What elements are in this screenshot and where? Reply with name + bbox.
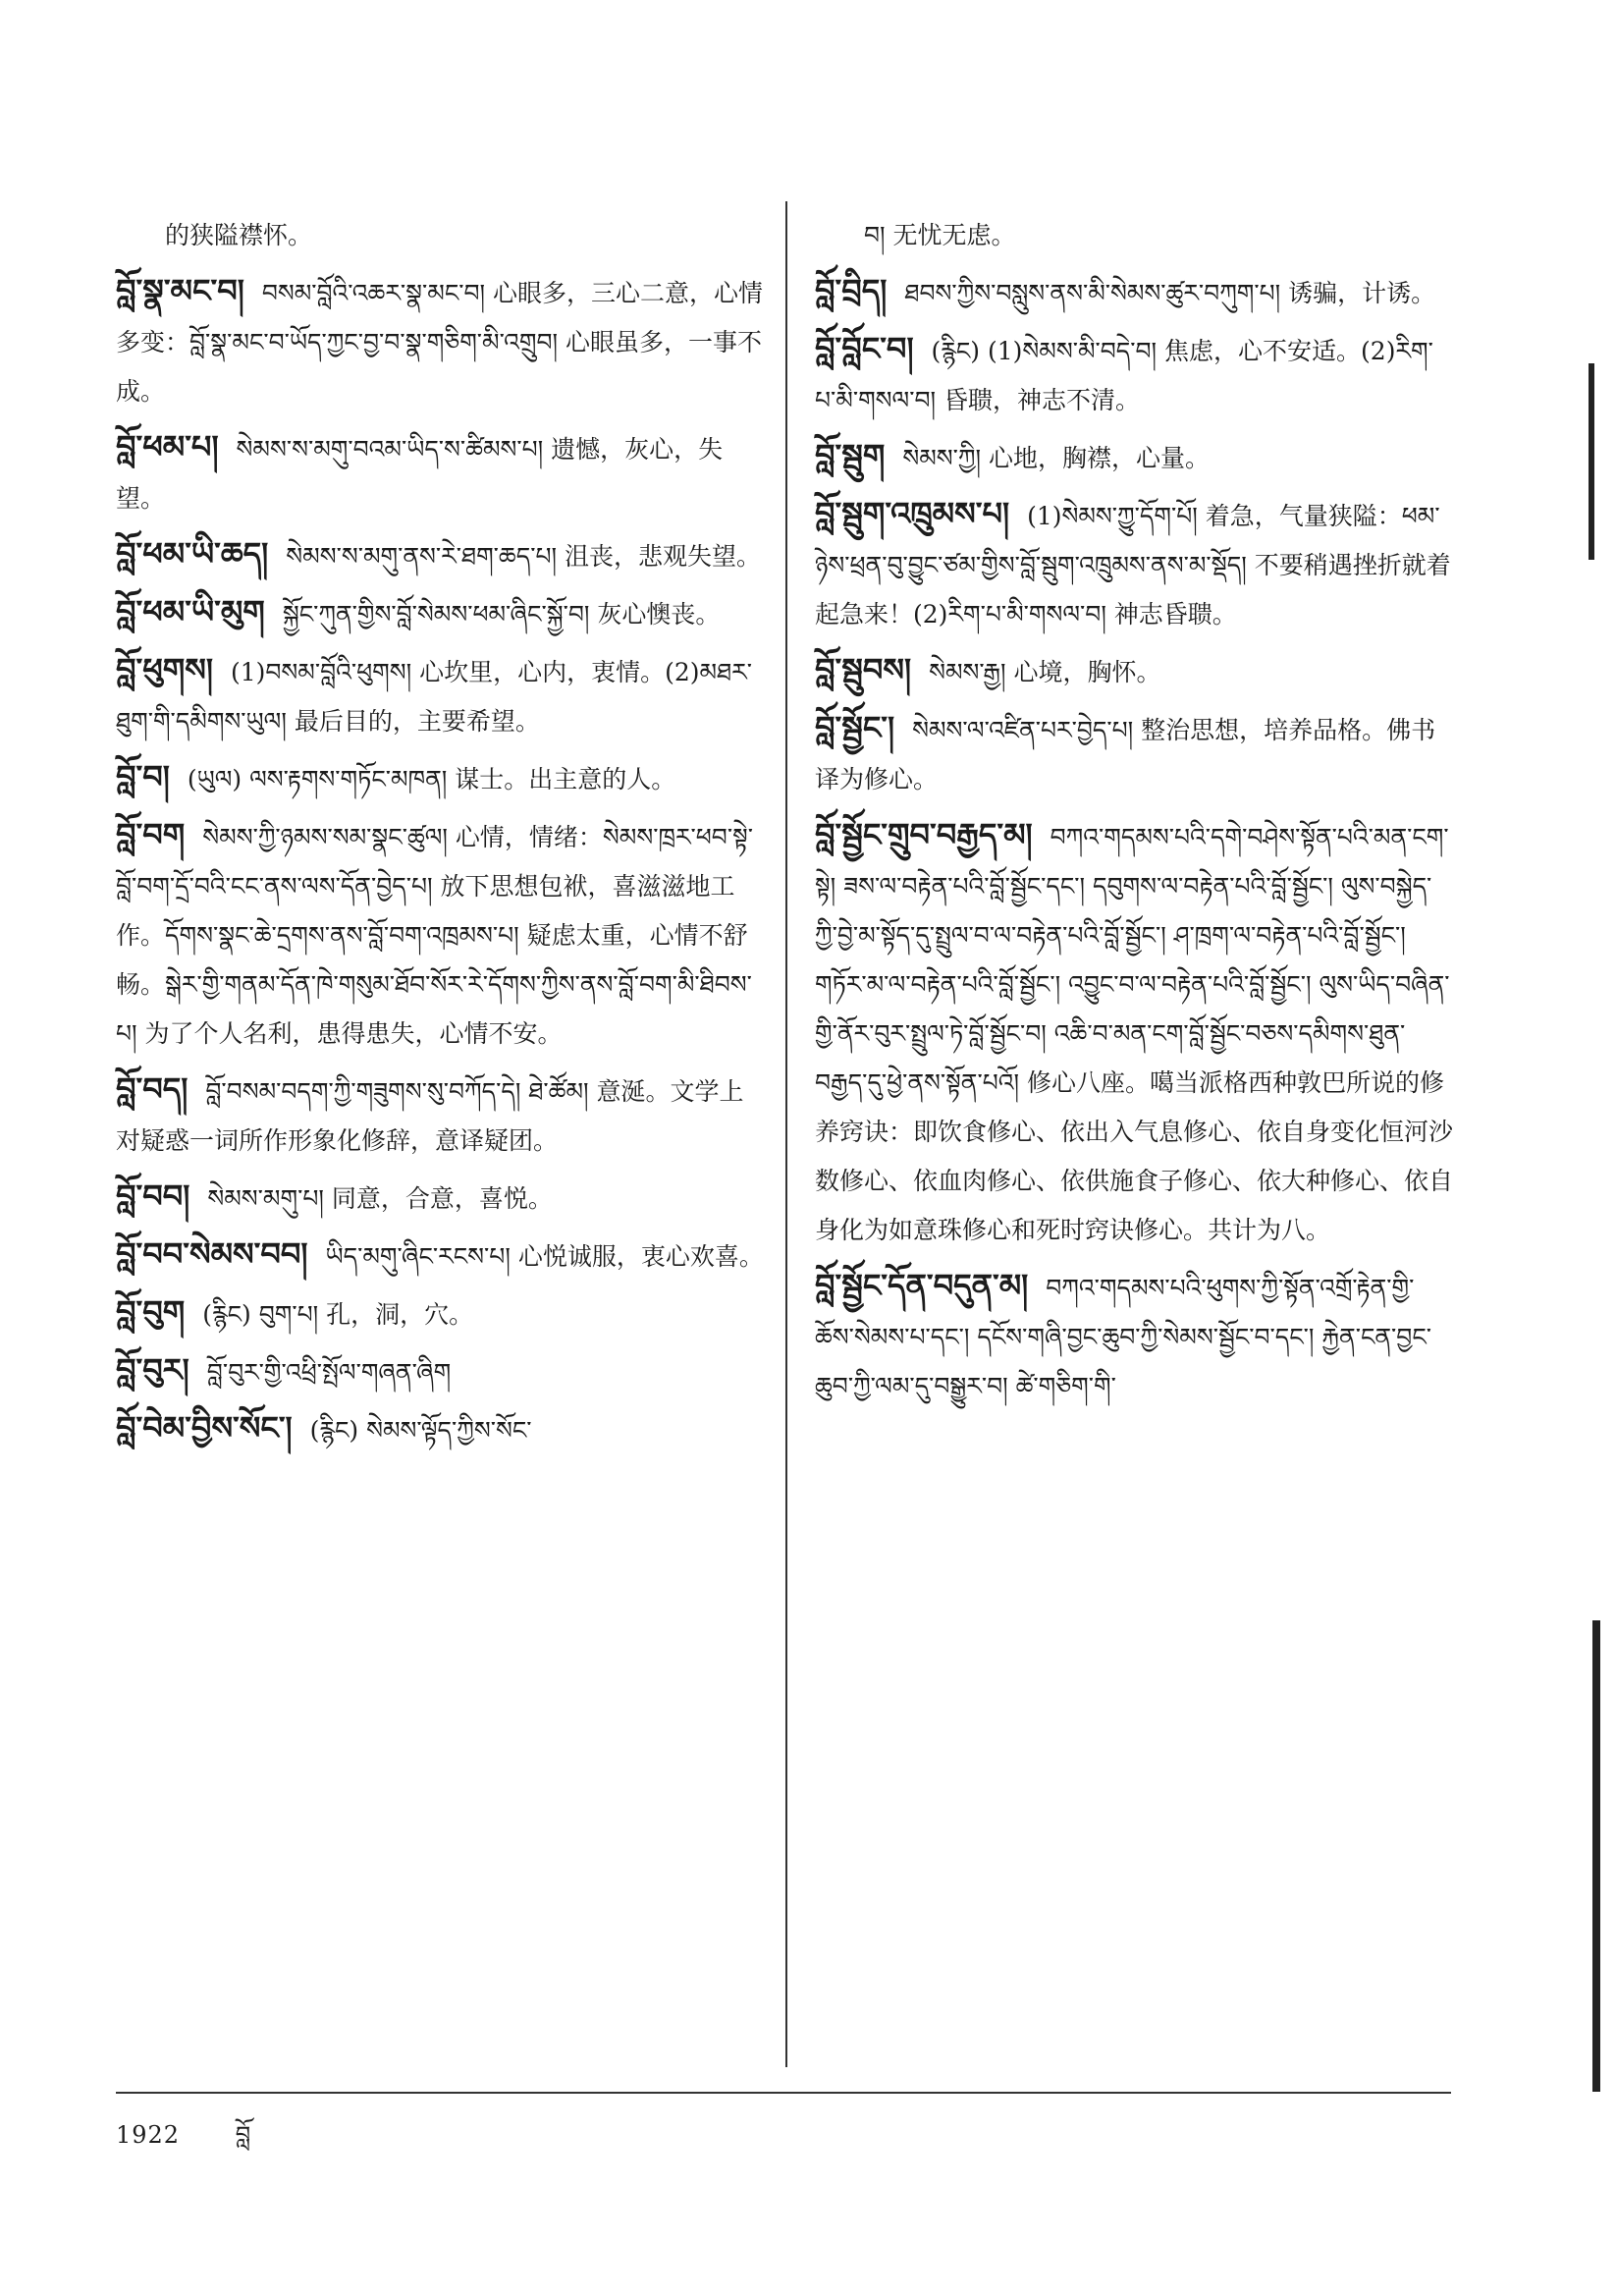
entry-definition: ཐབས་ཀྱིས་བསླུས་ནས་མི་སེམས་ཚུར་བཀུག་པ། 诱骗，计诱。 (904, 279, 1436, 307)
dictionary-entry (815, 1261, 1453, 1411)
column-divider (785, 201, 787, 2067)
scan-edge-mark (1592, 1620, 1600, 2092)
entry-headword: བློ་བ། (116, 758, 170, 795)
dictionary-entry (815, 324, 1453, 425)
header-syllable: བློ (235, 2121, 252, 2149)
page-number: 1922 (116, 2121, 181, 2149)
entry-definition: (1)སེམས་ཀྱུ་དོག་པོ། 着急，气量狭隘：ཕམ་ཉེས་ཕྲན་བུ་བྱུང་ཙམ་གྱིས་བློ་སྦུག་འཁྲུམས་ནས་མ་སྡོད། 不要稍遇挫折就着起急来！(2)རིག་པ་མི་གསལ་བ། 神志昏聩。 (815, 502, 1451, 629)
dictionary-entry (815, 645, 1453, 697)
dictionary-entry (116, 1403, 764, 1455)
entry-definition: སེམས་ལ་འཛིན་པར་བྱེད་པ། 整治思想，培养品格。佛书译为修心。 (815, 716, 1436, 793)
right-column (815, 211, 1453, 2060)
entry-definition: (ཡུལ) ལས་རྟགས་གཏོང་མཁན། 谋士。出主意的人。 (187, 765, 676, 793)
entry-definition: སེམས་ཀྱི་ཉམས་སམ་སྣང་ཚུལ། 心情，情绪：སེམས་ཁྲར་ཕབ་སྟེ་བློ་བག་དྲོ་བའི་ངང་ནས་ལས་དོན་བྱེད་པ། 放下思想包袱，喜滋滋地工作。དོགས་སྣང་ཆེ་དྲགས་ནས་བློ་བག་འཁྲམས་པ། 疑虑太重，心情不舒畅。སྒེར་གྱི་གནམ་དོན་ཁེ་གསུམ་ཐོབ་སོར་རེ་དོགས་ཀྱིས་ནས་བློ་བག་མི་ཐིབས་པ། 为了个人名利，患得患失，心情不安。 (116, 823, 753, 1048)
entry-headword: བློ་སྦྱོང་གྲུབ་བརྒྱད་མ། (815, 816, 1033, 853)
entry-definition: (རྙིང) (1)སེམས་མི་བདེ་བ། 焦虑，心不安适。(2)རིག་པ་མི་གསལ་བ། 昏聩，神志不清。 (815, 337, 1433, 414)
left-continuation: 的狭隘襟怀。 (165, 221, 313, 249)
dictionary-entry (116, 1172, 764, 1224)
entry-headword: བློ་བུག (116, 1293, 186, 1331)
entry-definition: བཀའ་གདམས་པའི་ཕུགས་ཀྱི་སྟོན་འགྲོ་རྟེན་གྱི་ཆོས་སེམས་པ་དང་། དངོས་གཞི་བྱང་ཆུབ་ཀྱི་སེམས་སྦྱོང་བ་དང་། རྐྱེན་ངན་བྱང་ཆུབ་ཀྱི་ལམ་དུ་བསྒྱུར་བ། ཚེ་གཅིག་གི་ (815, 1274, 1431, 1400)
entry-headword: བློ་བབ། (116, 1177, 190, 1215)
entry-headword: བློ་ཕམ་ཡི་མུག (116, 593, 265, 630)
entry-headword: བློ་བབ་སེམས་བབ། (116, 1235, 308, 1273)
entry-definition: སེམས་ས་མགུ་ནས་རེ་ཐག་ཆད་པ། 沮丧，悲观失望。 (286, 542, 761, 571)
entry-definition: ཡིད་མགུ་ཞིང་རངས་པ། 心悦诚服，衷心欢喜。 (325, 1242, 764, 1271)
page-footer (116, 2109, 251, 2175)
entry-definition: (རྙིང) སེམས་ལྟོད་ཀྱིས་སོང་ (309, 1416, 532, 1445)
entry-headword: བློ་སྣ་མང་བ། (116, 272, 244, 309)
entry-headword: བློ་སྦུག་འཁྲུམས་པ། (815, 495, 1010, 532)
entry-definition: བཀའ་གདམས་པའི་དགེ་བཤེས་སྟོན་པའི་མན་ངག་སྟེ། ཟས་ལ་བརྟེན་པའི་བློ་སྦྱོང་དང་། དབུགས་ལ་བརྟེན་པའི་བློ་སྦྱོང་། ལུས་བསྐྱེད་ཀྱི་བྱེ་མ་སྟོད་དུ་སྤྲུལ་བ་ལ་བརྟེན་པའི་བློ་སྦྱོང་། ཤ་ཁྲག་ལ་བརྟེན་པའི་བློ་སྦྱོང་། གཏོར་མ་ལ་བརྟེན་པའི་བློ་སྦྱོང་། འབྱུང་བ་ལ་བརྟེན་པའི་བློ་སྦྱོང་། ལུས་ཡིད་བཞིན་གྱི་ནོར་བུར་སྤྲུལ་ཏེ་བློ་སྦྱོང་བ། འཆི་བ་མན་ངག་བློ་སྦྱོང་བཅས་དམིགས་ཐུན་བརྒྱད་དུ་ཕྱེ་ནས་སྟོན་པའོ། 修心八座。噶当派格西种敦巴所说的修养窍诀：即饮食修心、依出入气息修心、依自身变化恒河沙数修心、依血肉修心、依供施食子修心、依大种修心、依自身化为如意珠修心和死时窍诀修心。共计为八。 (815, 823, 1454, 1244)
dictionary-entry (815, 431, 1453, 483)
right-continuation: བ། 无忧无虑。 (864, 221, 1016, 249)
entry-headword: བློ་ཕམ་ཡི་ཆད། (116, 535, 269, 573)
right-entries (815, 266, 1453, 1411)
dictionary-entry (116, 645, 764, 746)
entry-headword: བློ་སྦུག (815, 437, 886, 474)
entry-definition: སེམས་རྒྱ། 心境，胸怀。 (929, 658, 1161, 686)
left-entries (116, 266, 764, 1455)
entry-definition: (1)བསམ་བློའི་ཕུགས། 心坎里，心内，衷情。(2)མཐར་ཐུག་གི་དམིགས་ཡུལ། 最后目的，主要希望。 (116, 658, 753, 736)
entry-definition: སེམས་མགུ་པ། 同意，合意，喜悦。 (207, 1184, 553, 1213)
dictionary-entry (116, 529, 764, 581)
entry-headword: བློ་སྦུབས། (815, 651, 912, 688)
entry-definition: སེམས་ས་མགུ་བའམ་ཡིད་ས་ཚིམས་པ། 遗憾，灰心，失望。 (116, 435, 724, 513)
entry-headword: བློ་སྦྱོང་དོན་བདུན་མ། (815, 1267, 1029, 1304)
footer-rule (116, 2092, 1451, 2094)
entry-headword: བློ་བློང་བ། (815, 330, 914, 367)
entry-headword: བློ་བུར། (116, 1351, 189, 1389)
dictionary-entry (116, 1065, 764, 1166)
entry-headword: བློ་ཕུགས། (116, 651, 213, 688)
entry-definition: བློ་བུར་གྱི་འཕྲི་སྤོལ་གཞན་ཞིག (206, 1358, 452, 1387)
entry-definition: (རྙིང) བུག་པ། 孔，洞，穴。 (202, 1300, 474, 1329)
entry-headword: བློ་བག (116, 816, 186, 853)
dictionary-entry (815, 703, 1453, 804)
dictionary-entry (116, 1345, 764, 1397)
dictionary-entry (116, 1230, 764, 1282)
entry-headword: བློ་བེམ་བྱིས་སོང་། (116, 1409, 293, 1447)
dictionary-entry (116, 752, 764, 804)
dictionary-entry (116, 587, 764, 639)
scan-edge-mark (1589, 363, 1594, 560)
dictionary-entry (116, 810, 764, 1059)
dictionary-entry (815, 489, 1453, 639)
dictionary-entry (116, 1287, 764, 1339)
entry-definition: སྐྱོང་ཀུན་གྱིས་བློ་སེམས་ཕམ་ཞིང་སྐྱོ་བ། 灰心懊丧。 (282, 600, 721, 629)
dictionary-entry (116, 422, 764, 523)
dictionary-entry (815, 810, 1453, 1255)
entry-definition: སེམས་ཀྱི། 心地，胸襟，心量。 (902, 444, 1211, 472)
entry-headword: བློ་ཕམ་པ། (116, 428, 219, 465)
entry-definition: བསམ་བློའི་འཆར་སྣ་མང་བ། 心眼多，三心二意，心情多变：བློ་སྣ་མང་བ་ཡོད་ཀྱང་བྱ་བ་སྣ་གཅིག་མི་འགྲུབ། 心眼虽多，一事不成。 (116, 279, 764, 406)
dictionary-entry (815, 266, 1453, 318)
entry-headword: བློ་སྦྱོང་། (815, 709, 895, 746)
dictionary-entry (116, 266, 764, 416)
entry-definition: བློ་བསམ་བདག་ཀྱི་གཟུགས་སུ་བཀོད་དེ། ཐེ་ཚོམ། 意涎。文学上对疑惑一词所作形象化修辞，意译疑团。 (116, 1077, 744, 1155)
entry-headword: བློ་བད། (116, 1070, 189, 1108)
entry-headword: བློ་བྲིད། (815, 272, 888, 309)
left-column (116, 211, 764, 2060)
